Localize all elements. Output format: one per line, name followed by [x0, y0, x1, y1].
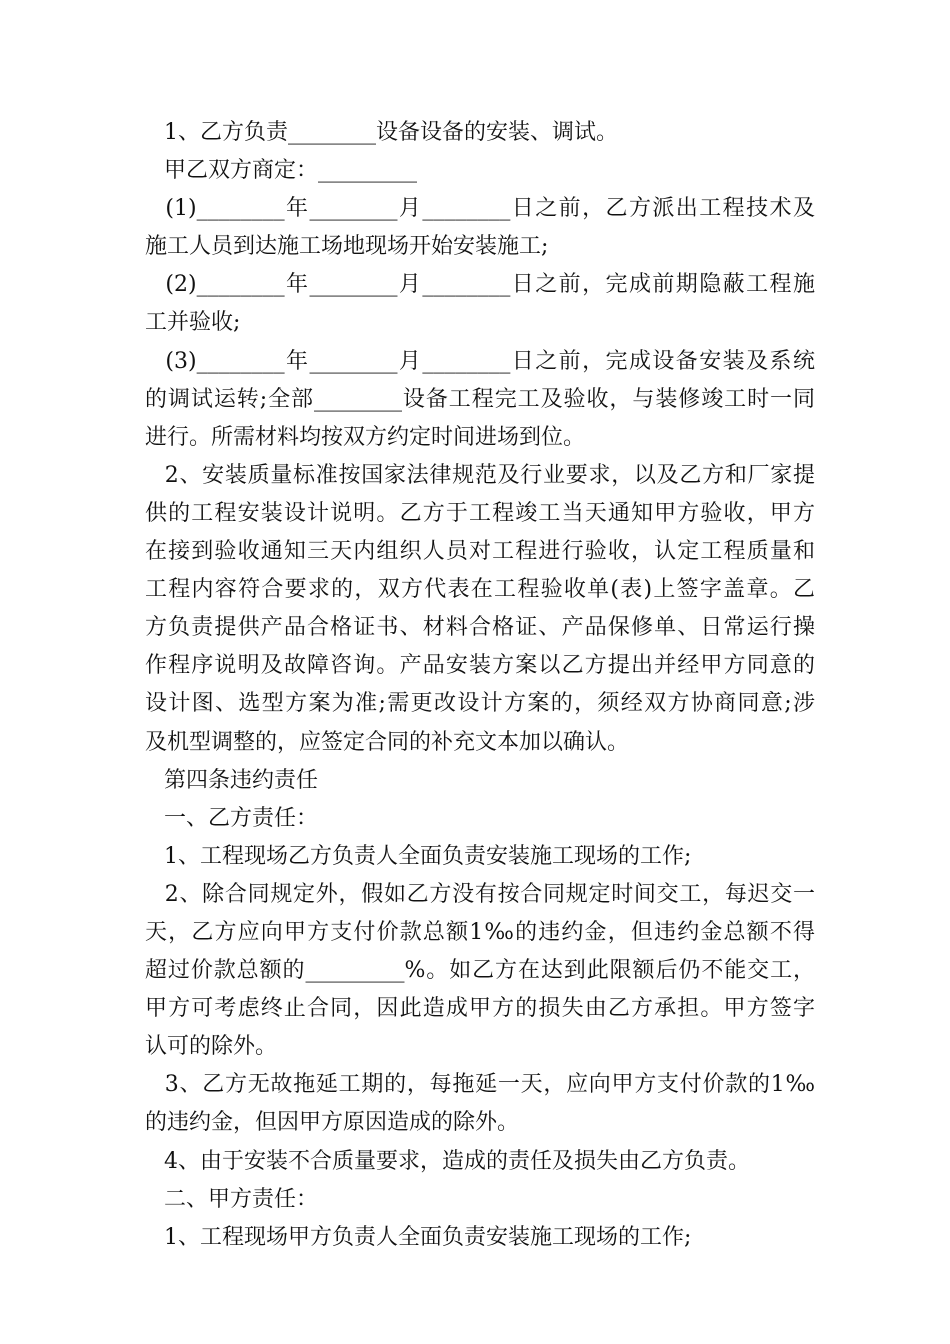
section-heading: 第四条违约责任: [157, 767, 318, 793]
clause-line: 1、乙方负责________设备设备的安装、调试。: [157, 120, 618, 145]
clause-line: (1)________年________月________日之前，乙方派出工程技术及: [157, 196, 815, 222]
clause-line: 认可的除外。: [145, 1034, 278, 1060]
subsection-heading: 一、乙方责任：: [157, 805, 318, 831]
clause-line: 作程序说明及故障咨询。产品安装方案以乙方提出并经甲方同意的: [145, 653, 815, 679]
clause-line: 及机型调整的，应签定合同的补充文本加以确认。: [145, 729, 630, 755]
clause-line: 方负责提供产品合格证书、材料合格证、产品保修单、日常运行操: [145, 615, 815, 641]
clause-line: 工程内容符合要求的，双方代表在工程验收单(表)上签字盖章。乙: [145, 577, 815, 603]
clause-line: 进行。所需材料均按双方约定时间进场到位。: [145, 424, 586, 450]
clause-line: 1、工程现场甲方负责人全面负责安装施工现场的工作;: [157, 1224, 692, 1250]
document-page: [145, 114, 815, 1257]
clause-line: 工并验收;: [145, 310, 241, 336]
clause-line: 甲方可考虑终止合同，因此造成甲方的损失由乙方承担。甲方签字: [145, 996, 815, 1022]
clause-line: 2、安装质量标准按国家法律规范及行业要求，以及乙方和厂家提: [157, 462, 815, 488]
clause-line: 超过价款总额的_________%。如乙方在达到此限额后仍不能交工，: [145, 958, 815, 984]
clause-line: 4、由于安装不合质量要求，造成的责任及损失由乙方负责。: [157, 1148, 750, 1174]
clause-line: (3)________年________月________日之前，完成设备安装及系统: [157, 348, 815, 374]
clause-line: 2、除合同规定外，假如乙方没有按合同规定时间交工，每迟交一: [157, 881, 815, 907]
clause-line: (2)________年________月________日之前，完成前期隐蔽工程施: [157, 272, 815, 298]
clause-line: 施工人员到达施工场地现场开始安装施工;: [145, 234, 549, 260]
subsection-heading: 二、甲方责任：: [157, 1186, 318, 1212]
clause-line: 在接到验收通知三天内组织人员对工程进行验收，认定工程质量和: [145, 539, 815, 565]
clause-line: 的调试运转;全部________设备工程完工及验收，与装修竣工时一同: [145, 386, 815, 412]
clause-line: 天，乙方应向甲方支付价款总额1‰的违约金，但违约金总额不得: [145, 919, 815, 945]
clause-line: 的违约金，但因甲方原因造成的除外。: [145, 1110, 520, 1136]
clause-line: 设计图、选型方案为准;需更改设计方案的，须经双方协商同意;涉: [145, 691, 815, 717]
clause-line: 甲乙双方商定：_________: [157, 158, 417, 184]
clause-line: 1、工程现场乙方负责人全面负责安装施工现场的工作;: [157, 843, 692, 869]
clause-line: 供的工程安装设计说明。乙方于工程竣工当天通知甲方验收，甲方: [145, 500, 815, 526]
clause-line: 3、乙方无故拖延工期的，每拖延一天，应向甲方支付价款的1‰: [157, 1072, 815, 1098]
